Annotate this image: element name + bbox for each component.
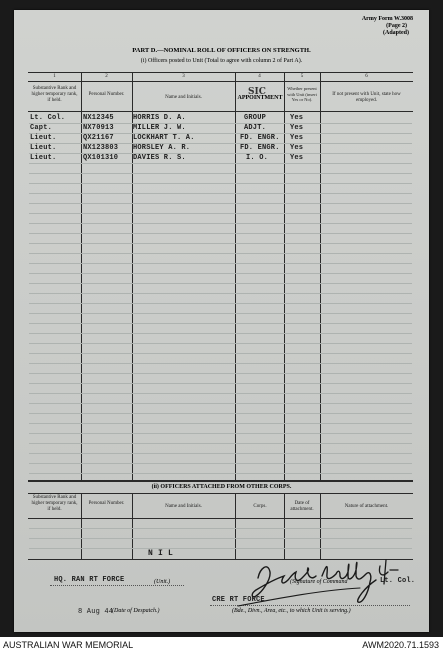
row-number: NX70913 (83, 124, 114, 132)
row-rank: Lieut. (30, 154, 57, 162)
row-number: NX123803 (83, 144, 119, 152)
row-rank: Lt. Col. (30, 114, 66, 122)
ruled-line (29, 203, 412, 204)
table-row (14, 154, 429, 164)
row-appointment: I. O. (246, 154, 269, 162)
ruled-line (29, 393, 412, 394)
row-present: Yes (290, 154, 304, 162)
t2-header-nature: Nature of attachment. (344, 504, 389, 509)
part-title: PART D.—NOMINAL ROLL OF OFFICERS ON STRENGTH. (132, 47, 311, 54)
ruled-line (29, 213, 412, 214)
row-appointment: GROUP (244, 114, 267, 122)
section-i-title: (i) Officers posted to Unit (Total to agree with column 2 of Part A). (140, 58, 303, 64)
form-page: (Page 2) (386, 23, 407, 29)
col-number-4: 4 (258, 74, 261, 79)
t2-header-name: Name and Initials. (165, 504, 202, 509)
table-row (14, 134, 429, 144)
ruled-line (29, 293, 412, 294)
col-number-2: 2 (105, 74, 108, 79)
header-name: Name and Initials. (165, 95, 202, 100)
col-number-5: 5 (300, 74, 304, 79)
formation-value: CRE RT FORCE (212, 596, 265, 604)
row-number: NX12345 (83, 114, 114, 122)
signature-rank: Lt. Col. (380, 577, 416, 585)
header-employment: If not present with Unit, state how employed. (332, 92, 401, 103)
caption-right: AWM2020.71.1593 (362, 640, 439, 650)
ruled-line (29, 413, 412, 414)
ruled-line (29, 403, 412, 404)
ruled-line (29, 173, 412, 174)
header-rank: Substantive Rank and higher temporary rank, if held. (31, 86, 78, 103)
ruled-line (29, 303, 412, 304)
row-rank: Capt. (30, 124, 53, 132)
header-appointment: APPOINTMENT (237, 95, 283, 101)
t2-header-date: Date of attachment. (290, 501, 314, 512)
signature-label: (Signature of Command (290, 579, 348, 585)
row-rank: Lieut. (30, 134, 57, 142)
ruled-line (29, 443, 412, 444)
formation-label: (Bde., Divn., Area, etc., to which Unit is serving.) (232, 608, 351, 614)
t2-header-corps: Corps. (253, 504, 267, 509)
ruled-line (29, 333, 412, 334)
row-number: QX101310 (83, 154, 119, 162)
ruled-line (29, 363, 412, 364)
header-personal-number: Personal Number. (88, 92, 125, 97)
ruled-line (29, 243, 412, 244)
header-present: Whether present with Unit (insert Yes or No). (287, 86, 317, 102)
table-row (14, 124, 429, 134)
form-id-block (362, 16, 413, 37)
col-number-3: 3 (182, 74, 185, 79)
ruled-line (29, 343, 412, 344)
row-present: Yes (290, 134, 304, 142)
document-sheet (14, 10, 429, 632)
ruled-line (29, 463, 412, 464)
row-name: MILLER J. W. (133, 124, 186, 132)
ruled-line (29, 353, 412, 354)
ruled-line (29, 223, 412, 224)
ruled-line (29, 273, 412, 274)
form-adapted: (Adapted) (382, 30, 409, 36)
row-number: QX21167 (83, 134, 114, 142)
row-name: DAVIES R. S. (133, 154, 186, 162)
appointment-handwritten-note: SIC (248, 87, 266, 97)
row-rank: Lieut. (30, 144, 57, 152)
col-number-6: 6 (365, 74, 368, 79)
row-present: Yes (290, 124, 304, 132)
unit-value: HQ. RAN RT FORCE (54, 576, 125, 584)
despatch-label: (Date of Despatch.) (112, 608, 160, 614)
ruled-line (29, 283, 412, 284)
ruled-line (29, 473, 412, 474)
ruled-line (29, 253, 412, 254)
row-present: Yes (290, 144, 304, 152)
commander-signature (210, 548, 406, 610)
row-appointment: ADJT. (244, 124, 267, 132)
row-name: HORRIS D. A. (133, 114, 186, 122)
caption-left: AUSTRALIAN WAR MEMORIAL (3, 640, 134, 650)
row-name: LOCKHART T. A. (133, 134, 195, 142)
ruled-line (29, 193, 412, 194)
ruled-line (29, 313, 412, 314)
section-ii-title: (ii) OFFICERS ATTACHED FROM OTHER CORPS. (151, 484, 292, 490)
ruled-line (29, 423, 412, 424)
table-row (14, 114, 429, 124)
row-name: HORSLEY A. R. (133, 144, 191, 152)
ruled-line (29, 233, 412, 234)
nil-entry: N I L (148, 549, 174, 558)
ruled-line (29, 383, 412, 384)
t2-header-rank: Substantive Rank and higher temporary rank, if held. (31, 495, 78, 512)
row-present: Yes (290, 114, 304, 122)
ruled-line (29, 323, 412, 324)
despatch-value: 8 Aug 44 (78, 608, 114, 616)
ruled-line (29, 373, 412, 374)
t2-header-number: Personal Number. (88, 501, 125, 506)
col-number-1: 1 (53, 74, 56, 79)
ruled-line (29, 183, 412, 184)
army-form-number: Army Form W.3008 (361, 16, 413, 22)
ruled-line (29, 263, 412, 264)
ruled-line (29, 453, 412, 454)
caption-bar (0, 637, 443, 653)
row-appointment: FD. ENGR. (240, 144, 280, 152)
ruled-line (29, 433, 412, 434)
table-row (14, 144, 429, 154)
row-appointment: FD. ENGR. (240, 134, 280, 142)
unit-label: (Unit.) (154, 579, 171, 585)
